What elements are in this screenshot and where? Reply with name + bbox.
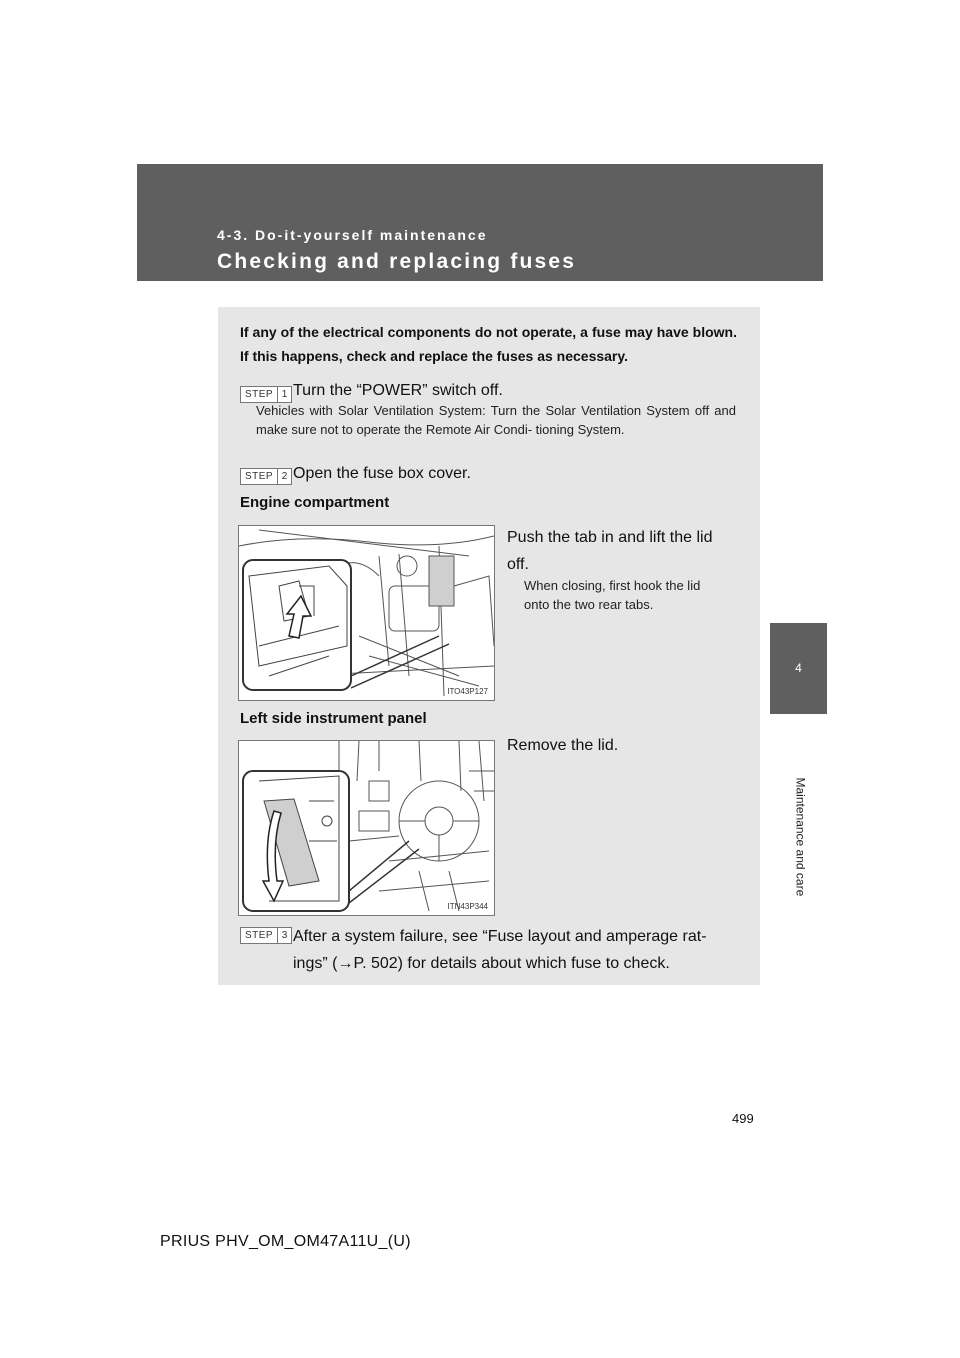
image-code: ITO43P127 [447,687,488,696]
instrument-panel-illustration [238,740,495,916]
engine-instruction [507,524,712,578]
content-panel [218,307,760,985]
step-3-badge [240,927,292,944]
step-badge-number: 1 [277,387,291,402]
step-badge-number: 2 [277,469,291,484]
step-2-text: Open the fuse box cover. [293,465,471,482]
engine-note [524,576,700,614]
step-badge-word: STEP [244,930,274,941]
instrument-panel-heading: Left side instrument panel [240,710,427,727]
engine-note-line-1: When closing, first hook the lid [524,578,701,593]
chapter-tab-number[interactable]: 4 [770,623,827,714]
section-label: 4-3. Do-it-yourself maintenance [217,227,488,243]
step-badge-word: STEP [244,471,274,482]
engine-compartment-heading: Engine compartment [240,494,390,511]
image-code: ITN43P344 [447,902,488,911]
chapter-tab-label: Maintenance and care [793,777,808,897]
step-2-badge [240,468,292,485]
page-number: 499 [732,1111,754,1126]
step-1-note: Vehicles with Solar Ventilation System: Turn the Solar Ventilation System off and make sure not to operate the Remote Air Condi- tioning System. [256,403,736,437]
document-footer: PRIUS PHV_OM_OM47A11U_(U) [160,1233,411,1250]
intro-text: If any of the electrical components do not operate, a fuse may have blown. If this happens, check and replace the fuses as necessary. [240,324,737,364]
step-3-text [293,923,707,977]
step-badge-number: 3 [277,928,291,943]
page-title: Checking and replacing fuses [217,250,577,273]
chapter-header [137,164,823,281]
step-3-text-line-2: ings” (→P. 502) for details about which fuse to check. [293,955,670,972]
engine-instruction-line-1: Push the tab in and lift the lid [507,529,713,546]
engine-compartment-drawing [239,526,494,700]
instrument-panel-drawing [239,741,494,915]
engine-compartment-illustration [238,525,495,701]
step-3-text-line-1: After a system failure, see “Fuse layout and amperage rat- [293,928,707,945]
step-badge-word: STEP [244,389,274,400]
instrument-instruction: Remove the lid. [507,737,619,754]
engine-note-line-2: onto the two rear tabs. [524,597,654,612]
engine-instruction-line-2: off. [507,556,529,573]
step-1-text: Turn the “POWER” switch off. [293,382,503,399]
